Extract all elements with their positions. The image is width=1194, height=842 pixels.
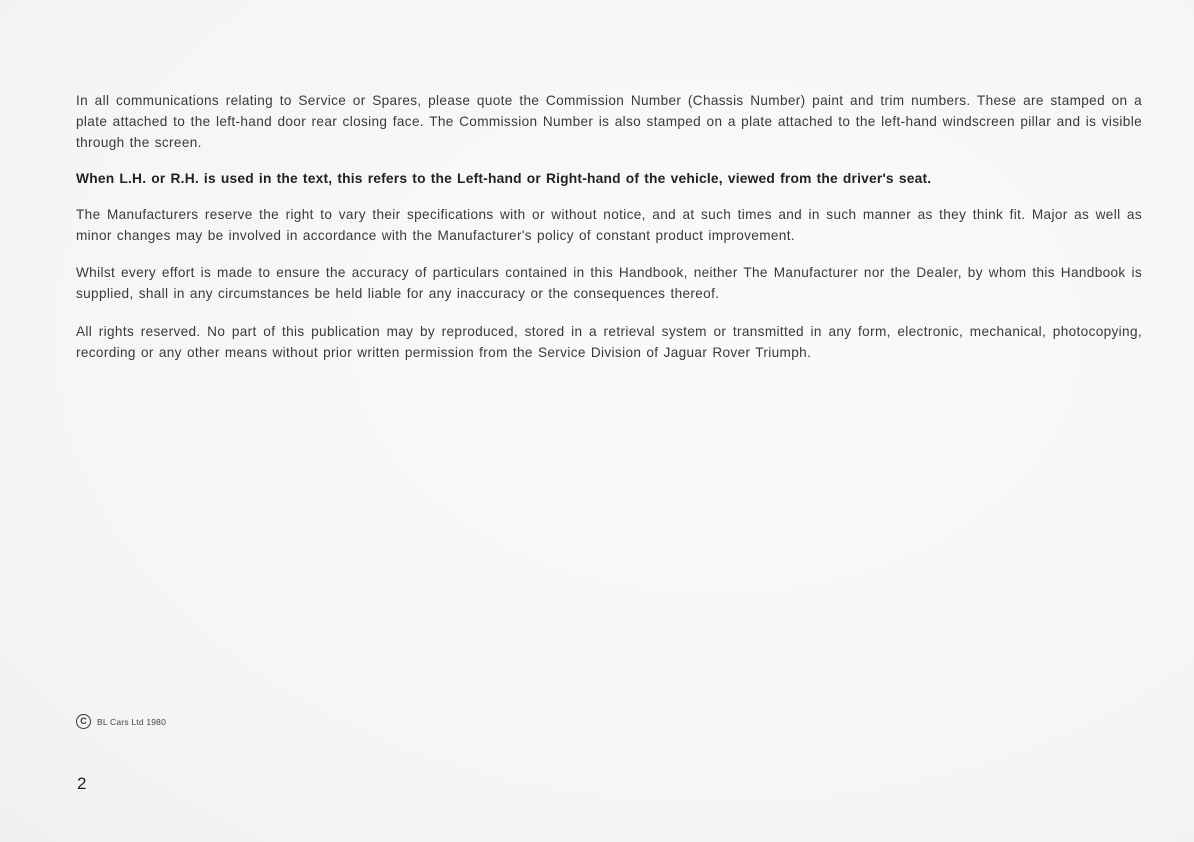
page-number: 2 bbox=[77, 774, 87, 793]
copyright-notice bbox=[76, 714, 166, 729]
liability-disclaimer-paragraph: Whilst every effort is made to ensure the accuracy of particulars contained in this Handbook, neither The Manufacturer nor the Dealer, by whom this Handbook is supplied, shall in any circumstances be held liable for any inaccuracy or the consequences thereof. bbox=[76, 265, 1142, 301]
copyright-text: BL Cars Ltd 1980 bbox=[97, 716, 167, 727]
copyright-icon: C bbox=[76, 714, 91, 729]
commission-number-paragraph: In all communications relating to Service or Spares, please quote the Commission Number (Chassis Number) paint and trim numbers. These are stamped on a plate attached to the left-hand door rear closing face. The Commission Number is also stamped on a plate attached to the left-hand windscreen pillar and is visible through the screen. bbox=[76, 93, 1142, 150]
lh-rh-note-paragraph: When L.H. or R.H. is used in the text, this refers to the Left-hand or Right-hand of the vehicle, viewed from the driver's seat. bbox=[76, 171, 932, 186]
page-body bbox=[76, 90, 1142, 363]
rights-reserved-paragraph: All rights reserved. No part of this publication may by reproduced, stored in a retrieval system or transmitted in any form, electronic, mechanical, photocopying, recording or any other means without prior written permission from the Service Division of Jaguar Rover Triumph. bbox=[76, 324, 1142, 360]
specifications-disclaimer-paragraph: The Manufacturers reserve the right to vary their specifications with or without notice, and at such times and in such manner as they think fit. Major as well as minor changes may be involved in accordance with the Manufacturer's policy of constant product improvement. bbox=[76, 207, 1142, 243]
